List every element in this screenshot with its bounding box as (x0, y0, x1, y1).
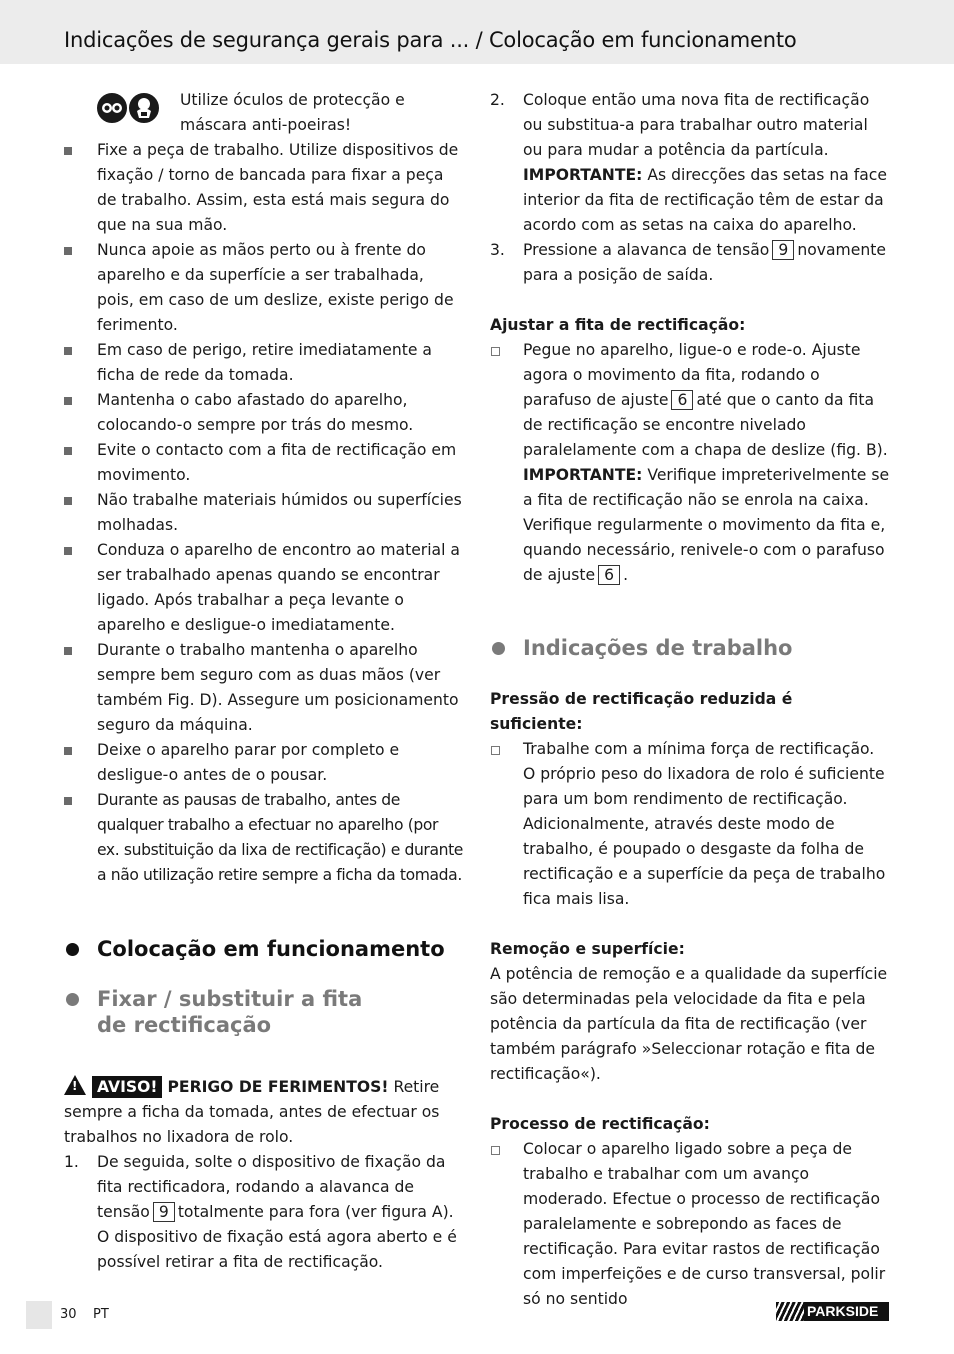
list-item: Mantenha o cabo afastado do aparelho, colocando-o sempre por trás do mesmo. (64, 388, 464, 438)
bullet-icon (64, 497, 72, 505)
warning-triangle-icon: ! (64, 1075, 86, 1095)
bullet-icon (64, 747, 72, 755)
reference-number: 6 (598, 565, 620, 585)
left-column (64, 88, 464, 1275)
bullet-icon (64, 797, 72, 805)
list-item: Durante as pausas de trabalho, antes de qualquer trabalho a efectuar no aparelho (por ex. substituição da lixa de rectificação) e durante a não utilização retire sempre a ficha da tomada. (64, 788, 464, 888)
page-header (0, 0, 954, 64)
right-column (490, 88, 890, 1312)
warning-text: Retire sempre a ficha da tomada, antes de efectuar os trabalhos no lixadora de rolo. (64, 1078, 440, 1146)
bullet-icon (64, 247, 72, 255)
heading-dot-icon (66, 993, 79, 1006)
reference-number: 6 (671, 390, 693, 410)
step-1: 1. De seguida, solte o dispositivo de fixação da fita rectificadora, rodando a alavanca de tensão 9 totalmente para fora (ver figura A). O dispositivo de fixação está agora aberto e é possível retirar a fita de rectificação. (64, 1153, 457, 1271)
safety-goggles-icon (97, 93, 127, 123)
list-item: Nunca apoie as mãos perto ou à frente do aparelho e da superfície a ser trabalhada, pois, em caso de um deslize, existe perigo de ferimento. (64, 238, 464, 338)
step-3: 3. Pressione a alavanca de tensão 9 novamente para a posição de saída. (490, 241, 886, 284)
logo-stripes-icon (776, 1302, 804, 1321)
ppe-note (64, 88, 464, 138)
bullet-icon (64, 547, 72, 555)
heading-dot-icon (66, 943, 79, 956)
list-item: Em caso de perigo, retire imediatamente a ficha de rede da tomada. (64, 338, 464, 388)
section-heading-replace-belt: Fixar / substituir a fita de rectificação (64, 986, 384, 1038)
page-number: 30 (60, 1307, 77, 1322)
subheading-pressure: Pressão de rectificação reduzida é suficiente: (490, 690, 793, 733)
list-item: Pegue no aparelho, ligue-o e rode-o. Ajuste agora o movimento da fita, rodando o parafuso de ajuste 6 até que o canto da fita de rectificação se encontre nivelado paralelamente com a chapa de deslize (fig. B). IMPORTANTE: Verifique impreterivelmente se a fita de rectificação não se enrola na caixa. Verifique regularmente o movimento da fita e, quando necessário, renivele-o com o parafuso de ajuste 6 . (490, 338, 890, 588)
step-2: 2. Coloque então uma nova fita de rectificação ou substitua-a para trabalhar outro material ou para mudar a potência da partícula. IMPORTANTE: As direcções das setas na face interior da fita de rectificação têm de estar da acordo com as setas na caixa do aparelho. (490, 91, 887, 234)
checkbox-bullet-icon (491, 746, 500, 755)
bullet-icon (64, 347, 72, 355)
reference-number: 9 (153, 1202, 175, 1222)
warning-label: AVISO! (92, 1076, 162, 1098)
list-item: Deixe o aparelho parar por completo e desligue-o antes de o pousar. (64, 738, 464, 788)
warning-block (64, 1075, 464, 1150)
bullet-icon (64, 447, 72, 455)
bullet-icon (64, 397, 72, 405)
reference-number: 9 (772, 240, 794, 260)
list-item: Não trabalhe materiais húmidos ou superfícies molhadas. (64, 488, 464, 538)
page-title: Indicações de segurança gerais para ... / Colocação em funcionamento (64, 28, 797, 52)
list-item: Colocar o aparelho ligado sobre a peça de trabalho e trabalhar com um avanço moderado. Efectue o processo de rectificação paralelamente e sobrepondo as faces de rectificação. Para evitar rastos de rectificação com imperfeições e de curso transversal, polir só no sentido (490, 1137, 890, 1312)
list-item: Conduza o aparelho de encontro ao material a ser trabalhado apenas quando se encontrar ligado. Após trabalhar a peça levante o aparelho e desligue-o imediatamente. (64, 538, 464, 638)
parkside-logo: PARKSIDE (776, 1302, 889, 1321)
list-item: Fixe a peça de trabalho. Utilize dispositivos de fixação / torno de bancada para fixar a peça de trabalho. Assim, esta está mais segura do que na sua mão. (64, 138, 464, 238)
ppe-icons (97, 93, 161, 129)
language-code: PT (93, 1307, 109, 1322)
removal-text: A potência de remoção e a qualidade da superfície são determinadas pela velocidade da fita e pela potência da partícula da fita de rectificação (ver também parágrafo »Seleccionar rotação e fita de rectificação«). (490, 965, 888, 1083)
warning-danger: PERIGO DE FERIMENTOS! (167, 1078, 389, 1096)
page-number-marker (26, 1301, 52, 1329)
subheading-process: Processo de rectificação: (490, 1115, 710, 1133)
checkbox-bullet-icon (491, 347, 500, 356)
ppe-note-text: Utilize óculos de protecção e máscara anti-poeiras! (180, 91, 405, 134)
checkbox-bullet-icon (491, 1146, 500, 1155)
dust-mask-icon (129, 93, 159, 123)
bullet-icon (64, 647, 72, 655)
list-item: Trabalhe com a mínima força de rectificação. O próprio peso do lixadora de rolo é suficiente para um bom rendimento de rectificação. Adicionalmente, através deste modo de trabalho, é poupado o desgaste da folha de rectificação e a superfície da peça de trabalho fica mais lisa. (490, 737, 890, 912)
list-item: Durante o trabalho mantenha o aparelho sempre bem seguro com as duas mãos (ver também Fig. D). Assegure um posicionamento seguro da máquina. (64, 638, 464, 738)
subheading-removal: Remoção e superfície: (490, 940, 685, 958)
subheading-adjust: Ajustar a fita de rectificação: (490, 316, 746, 334)
section-heading-commissioning: Colocação em funcionamento (64, 936, 464, 962)
section-heading-work: Indicações de trabalho (490, 635, 890, 661)
bullet-icon (64, 147, 72, 155)
list-item: Evite o contacto com a fita de rectificação em movimento. (64, 438, 464, 488)
heading-dot-icon (492, 642, 505, 655)
